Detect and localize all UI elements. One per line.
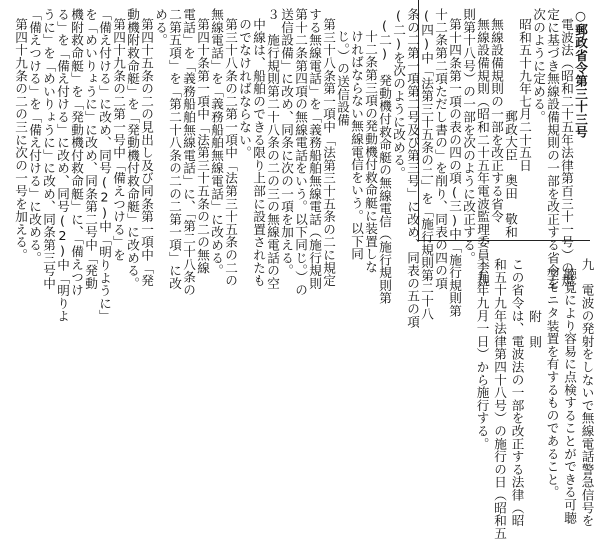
continuation-column-1: 九 電波の発射をしないで無線電話警急信号を <box>579 258 595 527</box>
text-column-19: 第三十八条第一項中「法第三十五条の二に規定 <box>321 18 336 287</box>
text-column-29: 電話」を「義務船舶無線電話」に、「第二十八条の <box>181 8 196 297</box>
text-column-37: 機附救命艇」を「発動機付救命艇」に、「備えつけ <box>69 8 84 297</box>
continuation-column-5: この省令は、電波法の一部を改正する法律（昭 <box>509 258 525 527</box>
text-column-28: 第四十条第一項中「法第三十五条の二の無線 <box>195 18 210 274</box>
continuation-column-3: 型モニタ装置を有するものであること。 <box>544 268 560 499</box>
text-column-11: 十二条第二項ただし書の」を削り、同表の四の項 <box>433 8 448 290</box>
text-column-35: 「備え付ける」に改め、同号(2)中「明りように」 <box>97 8 112 323</box>
text-column-20: する無線電話」を「義務船舶無線電話（施行規則 <box>307 8 322 290</box>
text-column-4: 次のように定める。 <box>531 8 546 124</box>
continuation-column-2: 聴覚により容易に点検することができる可聴 <box>562 268 577 524</box>
text-column-34: 第四十九条の二第一号中「備えつける」を <box>111 18 126 262</box>
text-column-6: 郵政大臣 奥田 敬和 <box>503 110 518 238</box>
text-column-30: 二第五項」を「第二十八条の二の二第一項」に改 <box>167 8 182 290</box>
text-column-27: 無線電話」を「義務船舶無線電話」に改める。 <box>209 8 224 277</box>
text-column-8: 無線設備規則（昭和二十五年電波監理委員会規 <box>475 18 490 287</box>
text-column-15: (二) 発動機付救命艇の無線電信（施行規則第 <box>377 18 392 305</box>
text-column-24: 中線は、船舶のできる限り上部に設置されたも <box>251 18 266 287</box>
text-column-1: ○郵政省令第三十三号 <box>573 8 588 139</box>
text-column-25: のでなければならない。 <box>237 18 252 159</box>
text-column-33: 動機附救命艇」を「発動機付救命艇」に改める。 <box>125 8 140 290</box>
text-column-38: る」を「備え付ける」に改め、同号(2)中「明りよ <box>55 8 70 323</box>
continuation-column-6: 和五十九年法律第四十八号）の施行の日（昭和五 <box>492 258 507 540</box>
text-column-3: 定に基づき無線設備規則の一部を改正する省令を <box>545 8 560 290</box>
text-column-7: 無線設備規則の一部を改正する省令 <box>489 18 504 223</box>
text-column-17: ければならない無線電信をいう。以下同 <box>349 30 364 261</box>
text-column-23: ３ 施行規則第二十八条の二の三の無線電話の空 <box>265 8 280 290</box>
text-column-21: 第十二条第四項の無線電話をいう。以下同じ。）の <box>293 8 308 297</box>
text-column-18: じ。）の送信設備 <box>335 30 350 127</box>
text-column-10: 第十四条第一項の表の四の項(三)中「施行規則第 <box>447 18 462 318</box>
text-column-5: 昭和五十九年七月二十五日 <box>517 18 532 172</box>
continuation-column-7: 十九年九月一日）から施行する。 <box>474 258 490 450</box>
text-column-14: (二)を次のように改める。 <box>391 8 406 180</box>
text-column-32: 第四十五条の二の見出し及び同条第一項中「発 <box>139 18 154 287</box>
text-column-36: を「めいりょうに」に改め、同条第二号中「発動 <box>83 8 98 290</box>
text-column-39: うに」を「めいりょうに」に改め、同条第三号中 <box>41 8 56 290</box>
text-column-40: 「備えつける」を「備え付ける」に改める。 <box>27 8 42 264</box>
text-column-2: 電波法（昭和二十五年法律第百三十一号）の規 <box>559 18 574 287</box>
text-column-31: める。 <box>153 8 168 47</box>
text-column-22: 送信設備」に改め、同条に次の一項を加える。 <box>279 8 294 277</box>
text-column-16: 十二条第三項の発動機付救命艇に装置しな <box>363 30 378 274</box>
text-column-26: 第三十八条の二第一項中「法第三十五条の二の <box>223 18 238 287</box>
text-column-13: 条の二第一項第二号及び第三号」に改め、同表の五の項 <box>405 8 420 328</box>
text-column-12: (四)中「法第三十五条の二」を「施行規則第二十八 <box>419 8 434 320</box>
text-column-9: 則第十八号）の一部を次のように改正する。 <box>461 8 476 264</box>
continuation-column-4: 附 則 <box>527 310 542 349</box>
text-column-41: 第四十九条の二の三に次の一号を加える。 <box>13 18 28 262</box>
